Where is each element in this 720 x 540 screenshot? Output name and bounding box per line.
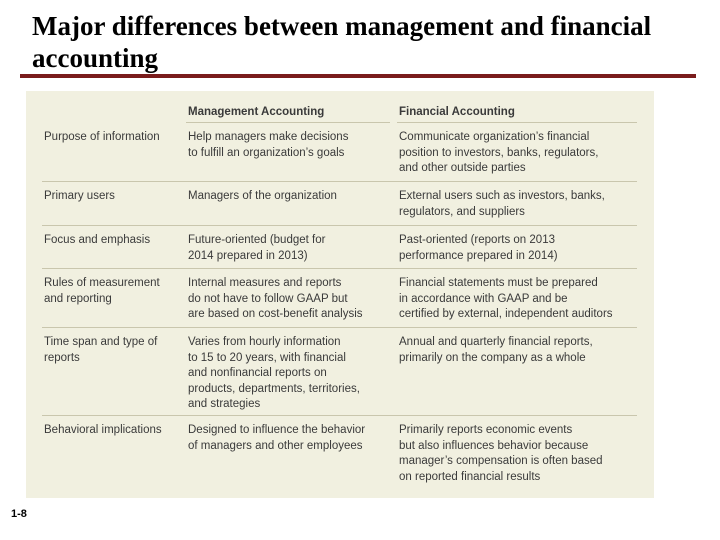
row-label-purpose: Purpose of information: [44, 131, 160, 143]
header-financial: Financial Accounting: [399, 106, 515, 118]
cell-management-purpose: Help managers make decisions to fulfill an organization’s goals: [188, 131, 349, 159]
header-underline-management: [186, 122, 390, 123]
cell-management-behavioral: Designed to influence the behavior of managers and other employees: [188, 424, 366, 452]
row-divider: [42, 225, 637, 226]
row-label-time-span: Time span and type of reports: [44, 336, 158, 364]
cell-management-focus: Future-oriented (budget for 2014 prepared in 2013): [188, 234, 326, 262]
title-divider: [20, 74, 696, 78]
row-divider: [42, 415, 637, 416]
slide-title: Major differences between management and financial accounting: [32, 11, 652, 73]
cell-management-rules: Internal measures and reports do not have to follow GAAP but are based on cost-benefit analysis: [188, 277, 363, 320]
cell-financial-focus: Past-oriented (reports on 2013 performance prepared in 2014): [399, 234, 558, 262]
row-divider: [42, 268, 637, 269]
header-underline-financial: [397, 122, 637, 123]
cell-financial-behavioral: Primarily reports economic events but also influences behavior because manager’s compensation is often based on reported financial results: [399, 424, 603, 483]
cell-financial-purpose: Communicate organization’s financial position to investors, banks, regulators, and other outside parties: [399, 131, 599, 174]
header-management: Management Accounting: [188, 106, 325, 118]
row-divider: [42, 327, 637, 328]
cell-financial-time-span: Annual and quarterly financial reports, primarily on the company as a whole: [399, 336, 593, 364]
row-label-behavioral: Behavioral implications: [44, 424, 162, 436]
cell-management-time-span: Varies from hourly information to 15 to 20 years, with financial and nonfinancial reports on products, departments, territories, and strategies: [188, 336, 360, 410]
row-label-primary-users: Primary users: [44, 190, 115, 202]
slide-number: 1-8: [11, 508, 27, 520]
cell-financial-rules: Financial statements must be prepared in accordance with GAAP and be certified by external, independent auditors: [399, 277, 613, 320]
row-label-rules: Rules of measurement and reporting: [44, 277, 160, 305]
cell-financial-primary-users: External users such as investors, banks, regulators, and suppliers: [399, 190, 605, 218]
cell-management-primary-users: Managers of the organization: [188, 190, 337, 202]
row-label-focus: Focus and emphasis: [44, 234, 151, 246]
row-divider: [42, 181, 637, 182]
